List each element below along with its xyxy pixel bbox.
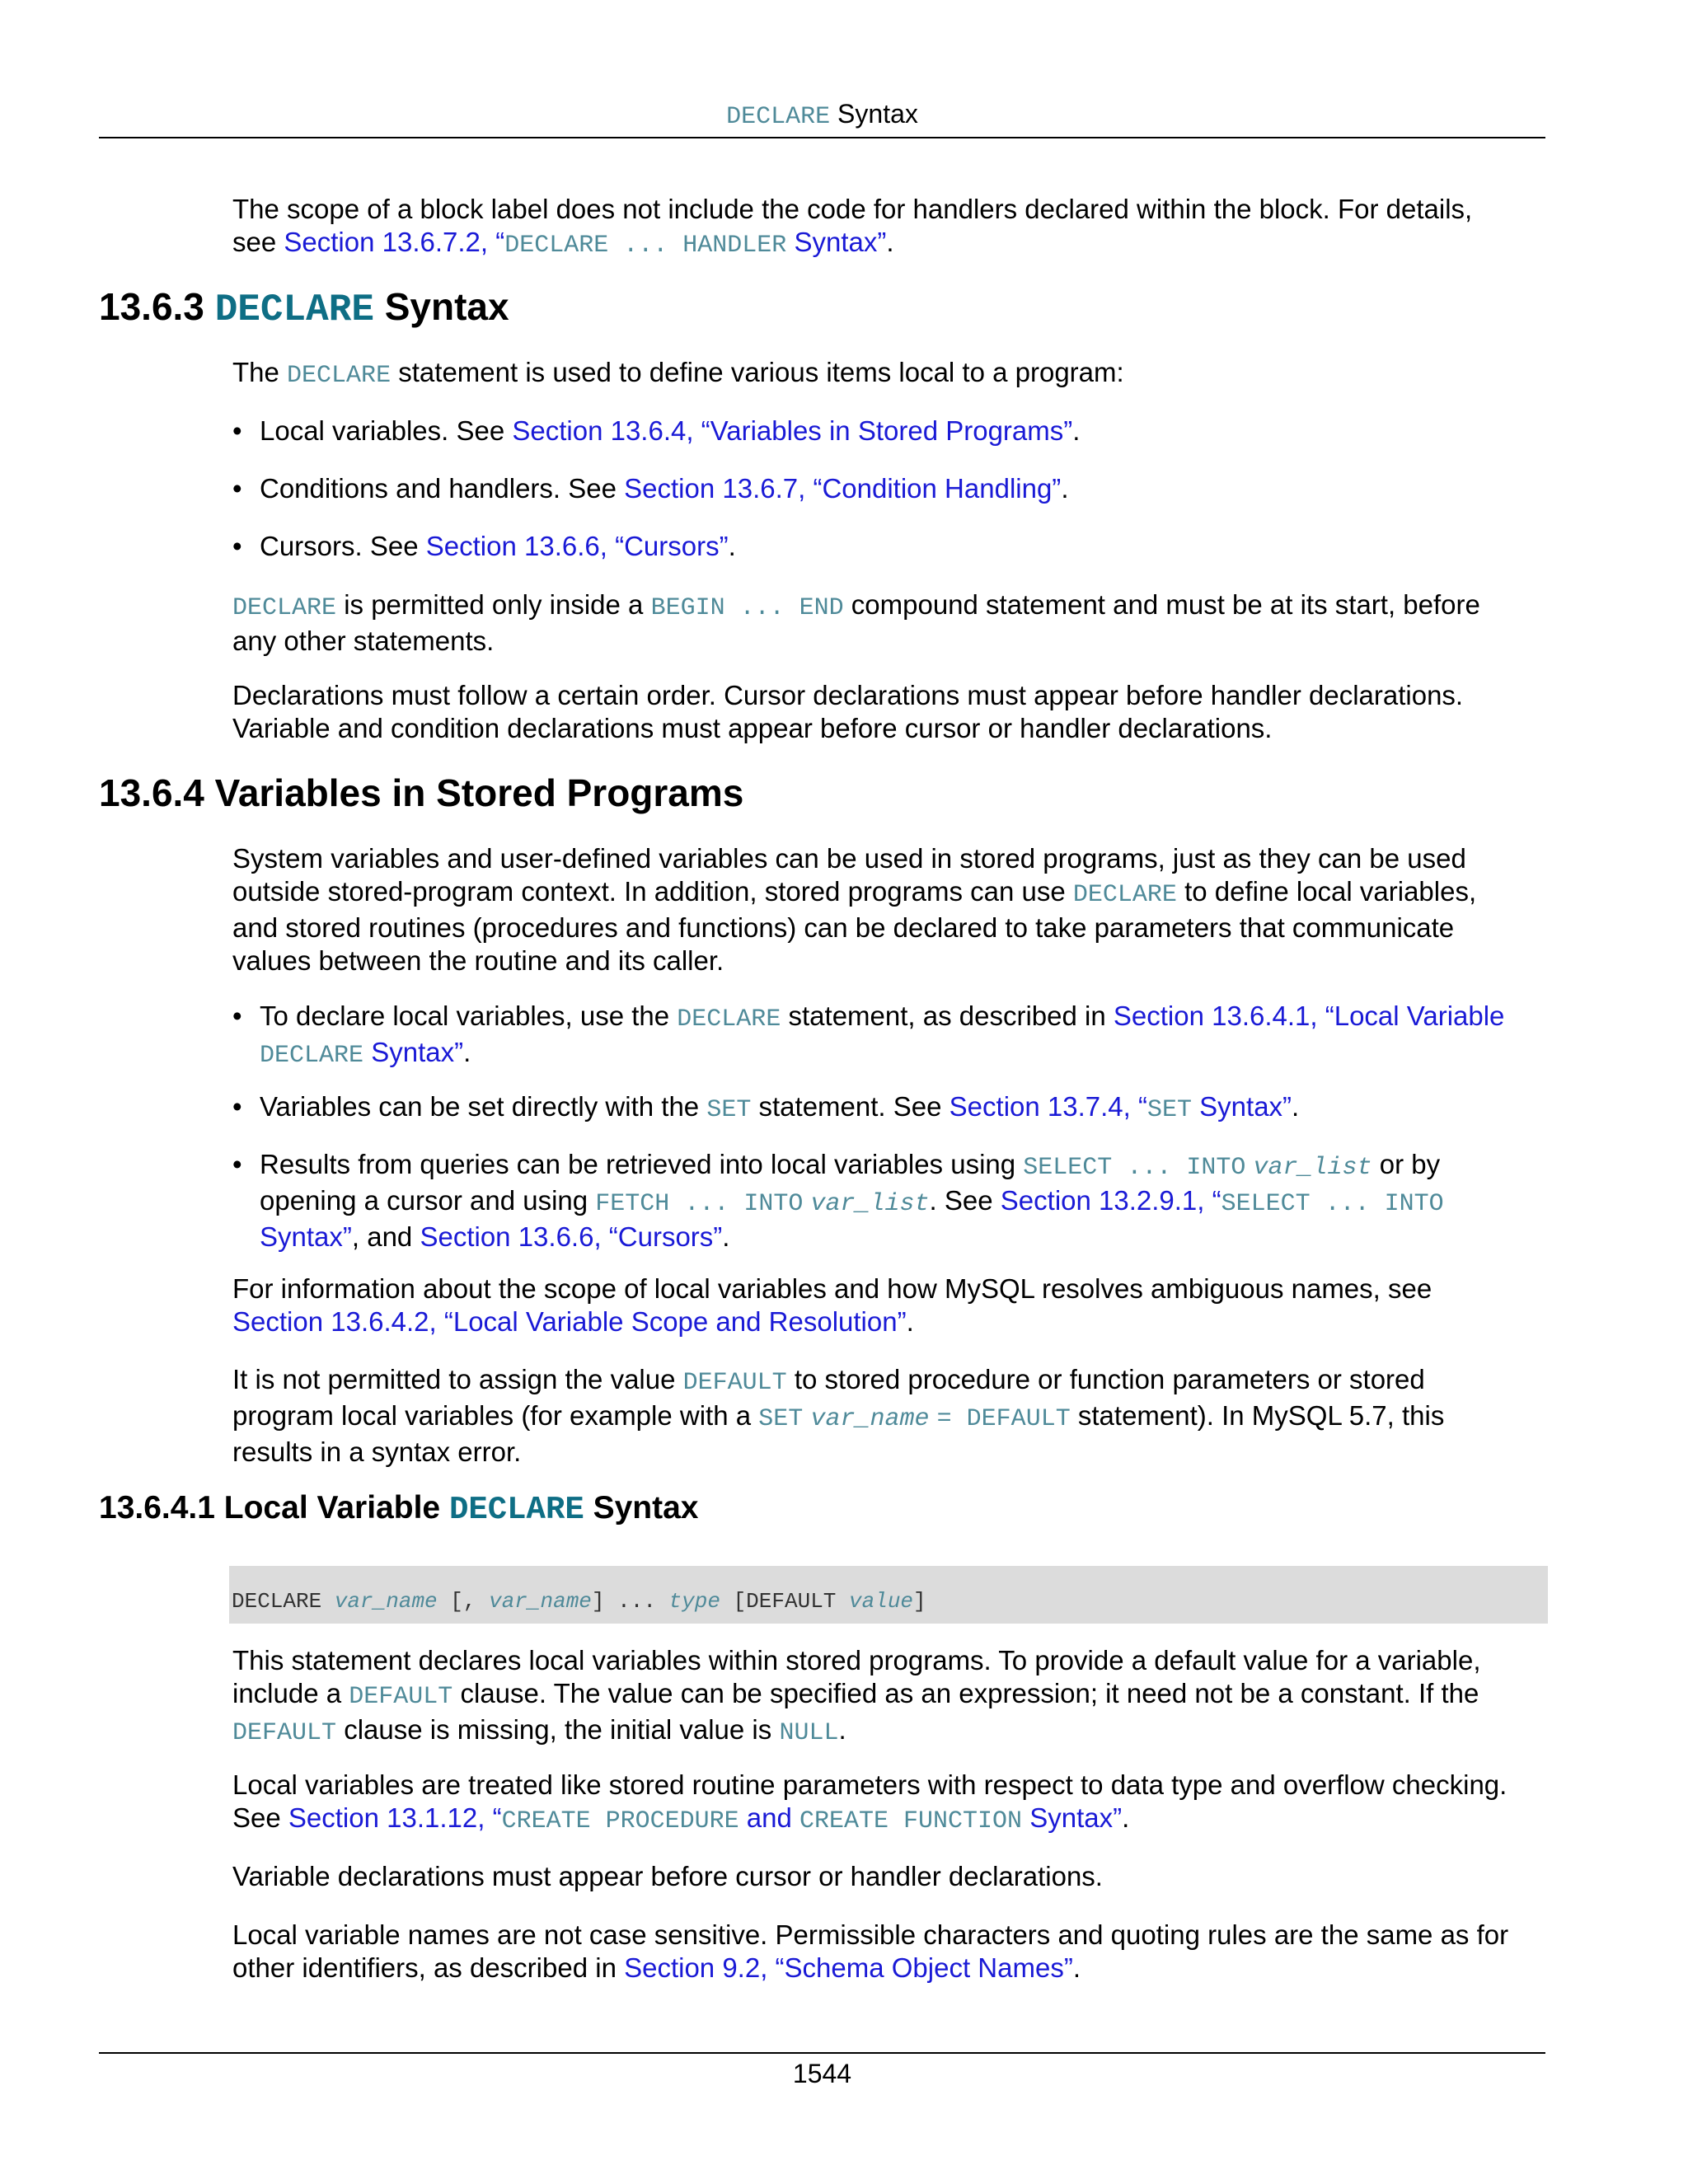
paragraph-default-not-permitted: It is not permitted to assign the value DEFAULT to stored procedure or function parameters or stored program local variables (for example with a SET var_name = DEFAULT statement). In MySQL 5.7, this results in a syntax error. xyxy=(232,1364,1445,1467)
bullet-declare-local: To declare local variables, use the DECLARE statement, as described in Section 13.6.4.1, “Local Variable DECLARE Syntax”. xyxy=(260,1001,1505,1070)
paragraph-scope-info: For information about the scope of local variables and how MySQL resolves ambiguous names, see Section 13.6.4.2, “Local Variable Scope and Resolution”. xyxy=(232,1273,1432,1337)
bullet-marker: • xyxy=(232,531,242,561)
link-variables-stored-programs[interactable]: Section 13.6.4, “Variables in Stored Programs” xyxy=(512,415,1073,446)
paragraph-declares-local: This statement declares local variables within stored programs. To provide a default value for a variable, include a DEFAULT clause. The value can be specified as an expression; it need not be a constant. If the DEFAULT clause is missing, the initial value is NULL. xyxy=(232,1645,1481,1747)
bullet-cursors: Cursors. See Section 13.6.6, “Cursors”. xyxy=(260,531,736,561)
paragraph-case-sensitive: Local variable names are not case sensitive. Permissible characters and quoting rules are the same as for other identifiers, as described in Section 9.2, “Schema Object Names”. xyxy=(232,1919,1509,1983)
bullet-marker: • xyxy=(232,1001,242,1031)
bullet-marker: • xyxy=(232,1149,242,1179)
heading-13-6-4-1: 13.6.4.1 Local Variable DECLARE Syntax xyxy=(99,1490,699,1528)
running-header-text: Syntax xyxy=(837,99,918,129)
paragraph-treated-like: Local variables are treated like stored routine parameters with respect to data type and overflow checking. See Section 13.1.12, “CREATE PROCEDURE and CREATE FUNCTION Syntax”. xyxy=(232,1769,1507,1835)
link-select-into-2[interactable]: Syntax” xyxy=(260,1221,352,1252)
bullet-marker: • xyxy=(232,473,242,504)
intro-paragraph xyxy=(232,193,1551,262)
link-schema-object-names[interactable]: Section 9.2, “Schema Object Names” xyxy=(624,1952,1073,1983)
bullet-conditions-handlers: Conditions and handlers. See Section 13.6.7, “Condition Handling”. xyxy=(260,473,1069,504)
link-select-into-1[interactable]: Section 13.2.9.1, “SELECT ... INTO xyxy=(1000,1185,1444,1218)
bullet-marker: • xyxy=(232,415,242,446)
heading-13-6-4: 13.6.4 Variables in Stored Programs xyxy=(99,771,744,814)
paragraph-declare-permitted: DECLARE is permitted only inside a BEGIN ... END compound statement and must be at its start, before any other statements. xyxy=(232,589,1480,656)
link-create-procedure[interactable]: Section 13.1.12, “CREATE PROCEDURE and CREATE FUNCTION Syntax” xyxy=(288,1802,1123,1835)
link-condition-handling[interactable]: Section 13.6.7, “Condition Handling” xyxy=(624,473,1062,504)
paragraph-declaration-order: Declarations must follow a certain order. Cursor declarations must appear before handler declarations. Variable and condition declarations must appear before cursor or handler declarations. xyxy=(232,680,1464,743)
bullet-select-into: Results from queries can be retrieved into local variables using SELECT ... INTO var_list or by opening a cursor and using FETCH ... INTO var_list. See Section 13.2.9.1, “SELECT ... INTO Syntax”, and Section 13.6.6, “Cursors”. xyxy=(260,1149,1444,1252)
paragraph-declare-intro: The DECLARE statement is used to define various items local to a program: xyxy=(232,357,1124,390)
link-local-variable-declare-2[interactable]: DECLARE Syntax” xyxy=(260,1037,464,1070)
running-header xyxy=(99,97,1545,134)
link-local-variable-declare-1[interactable]: Section 13.6.4.1, “Local Variable xyxy=(1113,1001,1505,1031)
link-set-syntax[interactable]: Section 13.7.4, “SET Syntax” xyxy=(949,1091,1292,1124)
link-variable-scope[interactable]: Section 13.6.4.2, “Local Variable Scope and Resolution” xyxy=(232,1306,907,1337)
intro-line-1: The scope of a block label does not include the code for handlers declared within the block. For details, xyxy=(232,194,1473,224)
bullet-marker: • xyxy=(232,1091,242,1122)
intro-line-2: see Section 13.6.7.2, “DECLARE ... HANDLER Syntax”. xyxy=(232,227,894,260)
bullet-local-variables: Local variables. See Section 13.6.4, “Variables in Stored Programs”. xyxy=(260,415,1081,446)
code-example-line: DECLARE var_name [, var_name] ... type [DEFAULT value] xyxy=(232,1589,926,1614)
link-declare-handler[interactable]: Section 13.6.7.2, “DECLARE ... HANDLER Syntax” xyxy=(284,227,887,260)
footer-rule xyxy=(99,2052,1545,2054)
heading-13-6-3: 13.6.3 DECLARE Syntax xyxy=(99,285,509,331)
code-example-box xyxy=(229,1566,1548,1624)
paragraph-system-variables: System variables and user-defined variables can be used in stored programs, just as they can be used outside stored-program context. In addition, stored programs can use DECLARE to define local variables, and stored routines (procedures and functions) can be declared to take parameters that communicate values between the routine and its caller. xyxy=(232,843,1477,976)
paragraph-declaration-before: Variable declarations must appear before cursor or handler declarations. xyxy=(232,1861,1103,1891)
page-number: 1544 xyxy=(792,2059,852,2088)
bullet-set-statement: Variables can be set directly with the SET statement. See Section 13.7.4, “SET Syntax”. xyxy=(260,1091,1300,1124)
link-cursors-2[interactable]: Section 13.6.6, “Cursors” xyxy=(420,1221,723,1252)
link-cursors[interactable]: Section 13.6.6, “Cursors” xyxy=(425,531,729,561)
running-header-code: DECLARE xyxy=(726,103,831,131)
header-rule xyxy=(99,137,1545,138)
